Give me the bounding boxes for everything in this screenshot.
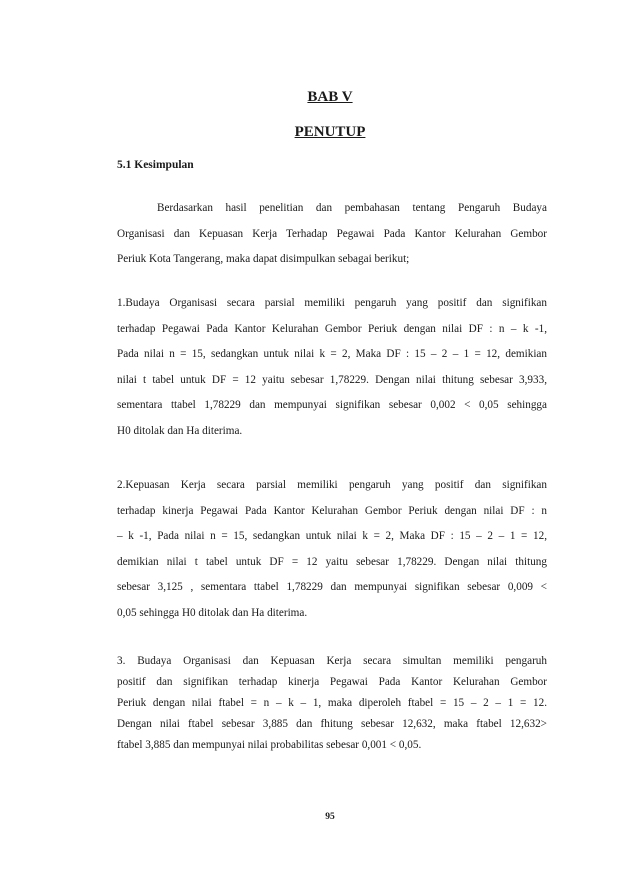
paragraph-line: Pada nilai n = 15, sedangkan untuk nilai k = 2, Maka DF : 15 – 2 – 1 = 12, demikian — [117, 348, 547, 360]
chapter-title: PENUTUP — [294, 124, 366, 140]
paragraph-line: Periuk Kota Tangerang, maka dapat disimpulkan sebagai berikut; — [117, 253, 410, 265]
paragraph-line: H0 ditolak dan Ha diterima. — [117, 424, 243, 437]
paragraph-line: positif dan signifikan terhadap kinerja Pegawai Pada Kantor Kelurahan Gembor — [117, 676, 547, 688]
paragraph-line: – k -1, Pada nilai n = 15, sedangkan untuk nilai k = 2, Maka DF : 15 – 2 – 1 = 12, — [117, 530, 547, 542]
paragraph-line: Periuk dengan nilai ftabel = n – k – 1, maka diperoleh ftabel = 15 – 2 – 1 = 12. — [117, 697, 547, 709]
paragraph-line: terhadap kinerja Pegawai Pada Kantor Kelurahan Gembor Periuk dengan nilai DF : n — [117, 504, 547, 517]
paragraph-line: 3. Budaya Organisasi dan Kepuasan Kerja secara simultan memiliki pengaruh — [117, 655, 547, 667]
paragraph-line: 1.Budaya Organisasi secara parsial memiliki pengaruh yang positif dan signifikan — [117, 297, 547, 309]
paragraph-line: 0,05 sehingga H0 ditolak dan Ha diterima. — [117, 606, 308, 619]
paragraph-line: Dengan nilai ftabel sebesar 3,885 dan fhitung sebesar 12,632, maka ftabel 12,632> — [117, 718, 547, 730]
paragraph-line: ftabel 3,885 dan mempunyai nilai probabilitas sebesar 0,001 < 0,05. — [117, 739, 422, 751]
paragraph-line: demikian nilai t tabel untuk DF = 12 yaitu sebesar 1,78229. Dengan nilai thitung — [117, 555, 547, 568]
paragraph-line: Berdasarkan hasil penelitian dan pembahasan tentang Pengaruh Budaya — [157, 202, 547, 214]
conclusion-2-paragraph — [117, 473, 547, 626]
paragraph-line: 2.Kepuasan Kerja secara parsial memiliki pengaruh yang positif dan signifikan — [117, 479, 547, 491]
page-number: 95 — [325, 812, 335, 822]
paragraph-line: terhadap Pegawai Pada Kantor Kelurahan Gembor Periuk dengan nilai DF : n – k -1, — [117, 322, 547, 335]
intro-paragraph — [117, 196, 547, 273]
section-heading: 5.1 Kesimpulan — [117, 159, 194, 171]
conclusion-3-paragraph — [117, 651, 547, 756]
paragraph-line: nilai t tabel untuk DF = 12 yaitu sebesar 1,78229. Dengan nilai thitung sebesar 3,933, — [117, 373, 547, 386]
conclusion-1-paragraph — [117, 291, 547, 444]
paragraph-line: sementara ttabel 1,78229 dan mempunyai signifikan sebesar 0,002 < 0,05 sehingga — [117, 399, 547, 411]
paragraph-line: sebesar 3,125 , sementara ttabel 1,78229 dan mempunyai signifikan sebesar 0,009 < — [117, 581, 547, 593]
paragraph-line: Organisasi dan Kepuasan Kerja Terhadap Pegawai Pada Kantor Kelurahan Gembor — [117, 227, 547, 240]
chapter-heading: BAB V — [307, 89, 353, 105]
